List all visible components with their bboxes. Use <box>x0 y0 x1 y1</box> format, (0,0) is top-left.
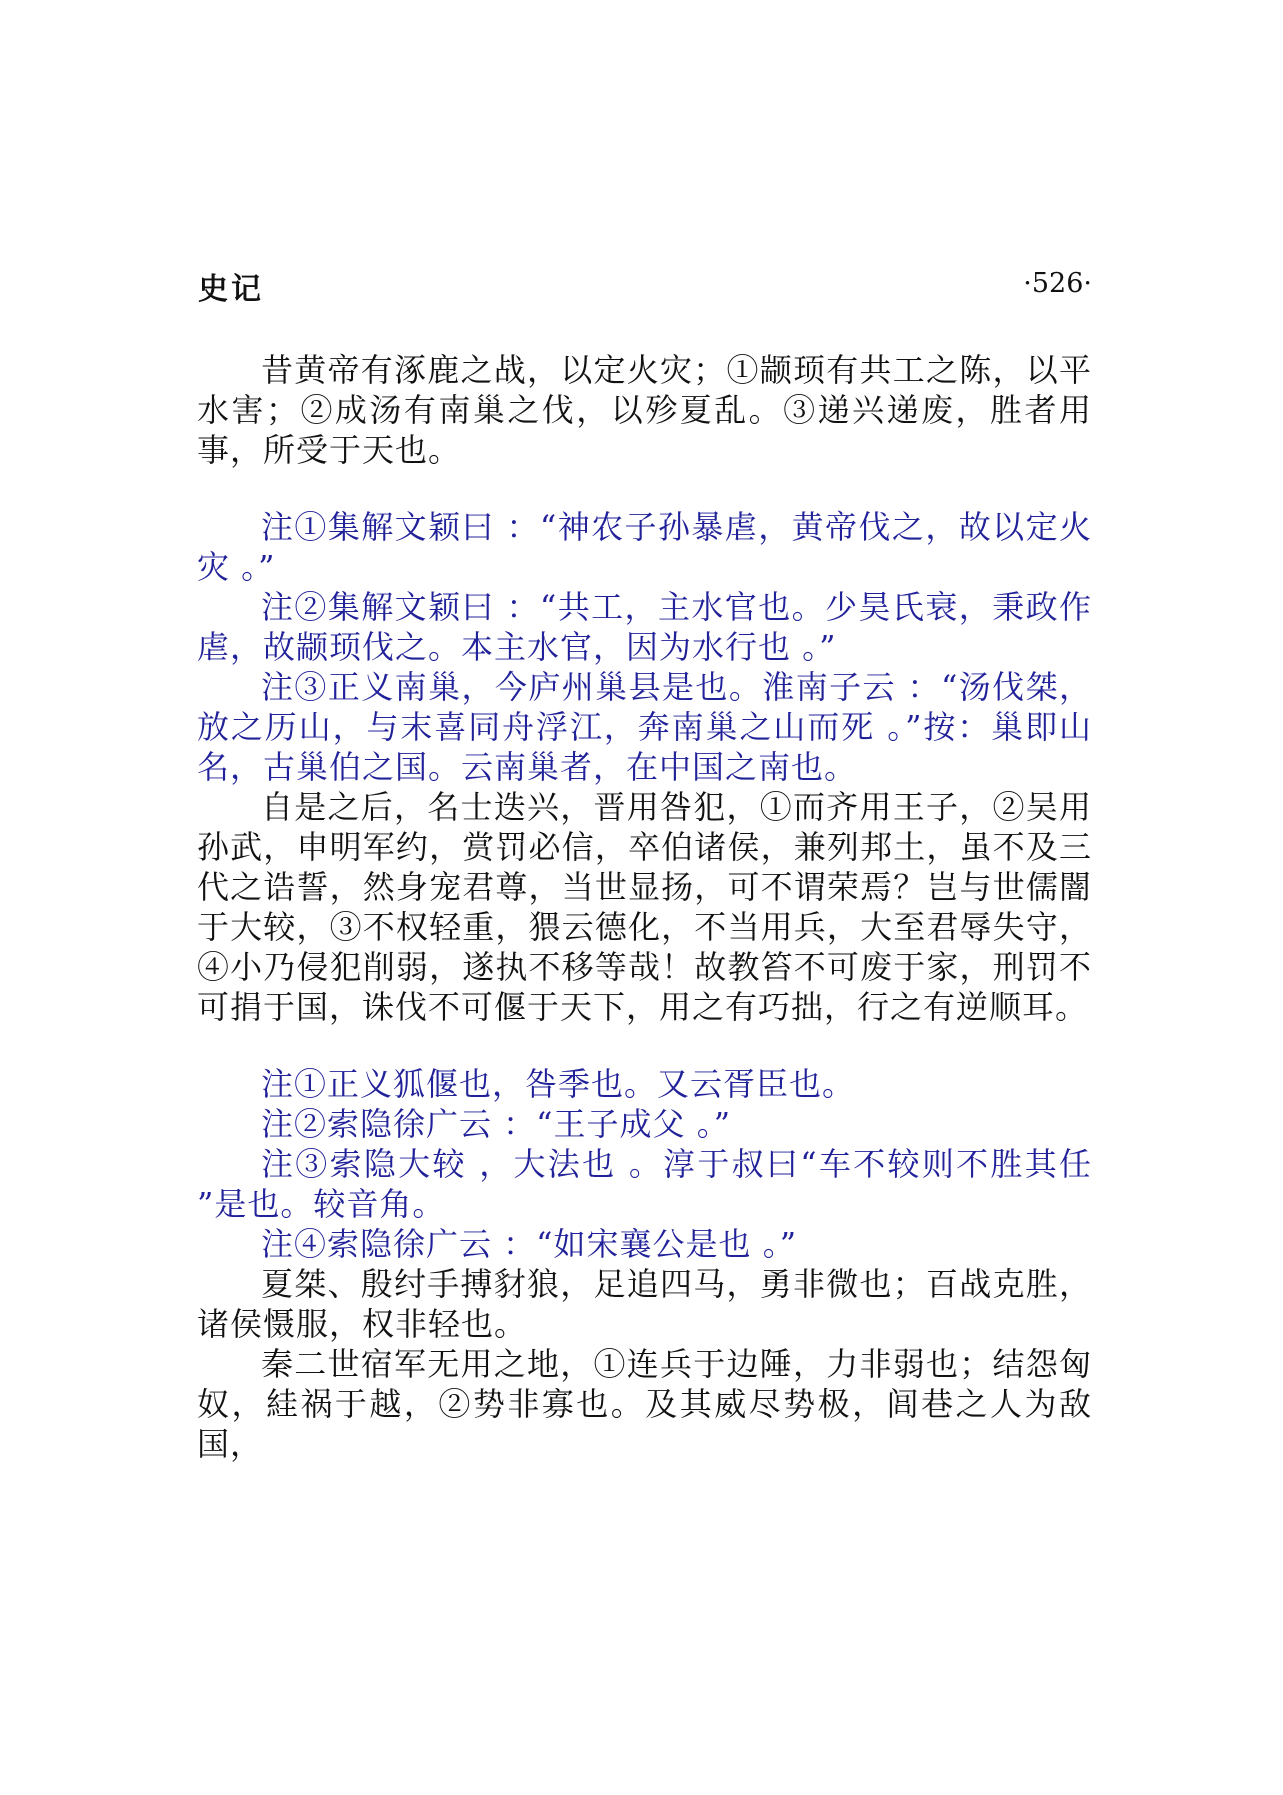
annotation-paragraph: 注②集解文颖曰 ：“共工，主水官也。少昊氏衰，秉政作虐，故颛顼伐之。本主水官，因为水行也 。” <box>197 588 1092 666</box>
book-title: 史记 <box>198 272 264 307</box>
annotation-paragraph: 注③索隐大较 ，大法也 。淳于叔曰“车不较则不胜其任 ”是也。较音角。 <box>197 1145 1092 1223</box>
annotation-paragraph: 注②索隐徐广云 ：“王子成父 。” <box>261 1105 732 1143</box>
page-number: ·526· <box>1023 268 1092 299</box>
annotation-paragraph: 注④索隐徐广云 ：“如宋襄公是也 。” <box>261 1225 798 1263</box>
main-paragraph: 夏桀、殷纣手搏豺狼，足追四马，勇非微也；百战克胜，诸侯慑服，权非轻也。 <box>197 1265 1092 1343</box>
main-paragraph: 昔黄帝有涿鹿之战，以定火灾；①颛顼有共工之陈，以平水害；②成汤有南巢之伐，以殄夏乱。③递兴递废，胜者用事，所受于天也。 <box>197 351 1092 469</box>
paragraph-gap <box>197 1027 1092 1064</box>
annotation-paragraph: 注①正义狐偃也，咎季也。又云胥臣也。 <box>261 1065 856 1103</box>
annotation-paragraph: 注①集解文颖曰 ：“神农子孙暴虐，黄帝伐之，故以定火灾 。” <box>197 508 1092 586</box>
main-paragraph: 秦二世宿军无用之地，①连兵于边陲，力非弱也；结怨匈奴，絓祸于越，②势非寡也。及其威尽势极，闾巷之人为敌国， <box>197 1345 1092 1463</box>
main-paragraph: 自是之后，名士迭兴，晋用咎犯，①而齐用王子，②吴用孙武，申明军约，赏罚必信，卒伯诸侯，兼列邦土，虽不及三代之诰誓，然身宠君尊，当世显扬，可不谓荣焉？岂与世儒闇于大较，③不权轻重，猥云德化，不当用兵，大至君辱失守，④小乃侵犯削弱，遂执不移等哉！故教笞不可废于家，刑罚不可捐于国，诛伐不可偃于天下，用之有巧拙，行之有逆顺耳。 <box>197 788 1092 1026</box>
paragraph-gap <box>197 470 1092 507</box>
annotation-paragraph: 注③正义南巢，今庐州巢县是也。淮南子云 ：“汤伐桀，放之历山，与末喜同舟浮江，奔南巢之山而死 。”按：巢即山名，古巢伯之国。云南巢者，在中国之南也。 <box>197 668 1092 786</box>
page-body <box>197 350 1092 1464</box>
